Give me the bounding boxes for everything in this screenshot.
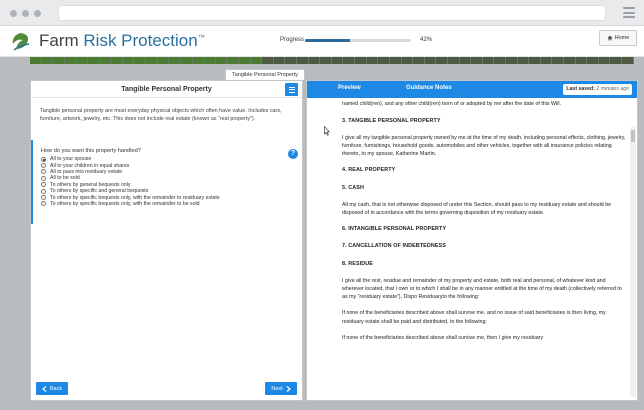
back-button[interactable] (36, 382, 68, 395)
step-segment (518, 57, 530, 64)
brand-title (39, 31, 205, 51)
doc-paragraph: All my cash, that is not otherwise disposed of under this Section, should pass to my residuary estate and should be disposed of in accordance with the terms governing disposition of my residuary estate. (342, 201, 612, 216)
last-saved-time: 2 minutes ago (596, 86, 629, 92)
browser-menu-icon[interactable] (623, 7, 635, 18)
question-panel (30, 80, 303, 401)
brand-word-farm: Farm (39, 31, 84, 50)
radio-option-label: All to your children in equal shares (50, 162, 130, 169)
home-icon (607, 35, 613, 41)
farm-logo-icon (10, 31, 32, 53)
last-saved-badge (563, 84, 632, 95)
step-segment (622, 57, 634, 64)
doc-paragraph: I give all my tangible personal property owned by me at the time of my death, including personal effects, clothing, jewelry, furniture, furnishings, household goods, automobiles and other vehicles, together with all insurance policies relating thereto, to my spouse, Katherine Martin. (342, 134, 626, 157)
home-label: Home (614, 35, 630, 41)
window-close-dot[interactable] (10, 10, 17, 17)
step-segment (181, 57, 193, 64)
step-segment (76, 57, 88, 64)
step-segment (471, 57, 483, 64)
step-segment (355, 57, 367, 64)
radio-button[interactable] (41, 201, 46, 206)
doc-paragraph: I give all the rest, residue and remainder of my property and estate, both real and personal, of whatever kind and wherever located, that I own or to which I shall be in any manner entitled at the time of my death (collectively referred to as my “residuary estate”), Dispo Residuaryto the following: (342, 277, 622, 300)
section-description: Tangible personal property are most everyday physical objects which often have value. Includes cars, furniture, artwork, jewelry, etc. This does not include real estate (known as “real property”). (40, 108, 282, 123)
step-segment (506, 57, 518, 64)
radio-button[interactable] (41, 163, 46, 168)
step-segment (494, 57, 506, 64)
doc-heading: 8. RESIDUE (342, 260, 373, 267)
step-segment (42, 57, 54, 64)
next-button[interactable] (265, 382, 297, 395)
doc-heading: 5. CASH (342, 184, 364, 191)
doc-paragraph: named child(ren), and any other child(ren) born of or adopted by me after the date of this Will. (342, 101, 562, 107)
step-segment (564, 57, 576, 64)
last-saved-label: Last saved: (566, 86, 595, 92)
step-segment (413, 57, 425, 64)
step-segment (158, 57, 170, 64)
app-header (0, 26, 644, 57)
progress-bar (305, 39, 411, 42)
brand-word-risk-protection: Risk Protection (83, 31, 198, 50)
radio-option-label: To others by general bequests only (50, 181, 131, 188)
chevron-left-icon (42, 386, 47, 392)
step-segment (204, 57, 216, 64)
step-segment (448, 57, 460, 64)
question-text: How do you want this property handled? (41, 148, 141, 154)
step-segment (53, 57, 65, 64)
step-segment (216, 57, 228, 64)
radio-button[interactable] (41, 176, 46, 181)
help-icon[interactable]: ? (288, 149, 298, 159)
step-segment (274, 57, 286, 64)
window-minimize-dot[interactable] (22, 10, 29, 17)
step-segment (599, 57, 611, 64)
step-segment (576, 57, 588, 64)
step-segment (483, 57, 495, 64)
radio-button[interactable] (41, 157, 46, 162)
radio-button[interactable] (41, 182, 46, 187)
progress-label: Progress (280, 37, 305, 43)
options-list (41, 156, 220, 207)
radio-option-label: All to your spouse (50, 156, 92, 163)
doc-paragraph: If none of the beneficiaries described above shall survive me, and no issue of said beneficiaries is then living, my residuary estate shall be paid and distributed, to the following: (342, 310, 606, 325)
document-scrollbar[interactable] (630, 127, 636, 397)
step-segment (239, 57, 251, 64)
step-progress-strip (30, 57, 634, 64)
step-segment (100, 57, 112, 64)
step-segment (111, 57, 123, 64)
tab-guidance-notes[interactable]: Guidance Notes (406, 85, 452, 91)
step-segment (541, 57, 553, 64)
step-segment (297, 57, 309, 64)
address-bar[interactable] (58, 5, 606, 21)
doc-heading: 7. CANCELLATION OF INDEBTEDNESS (342, 243, 446, 250)
chevron-right-icon (286, 386, 291, 392)
step-segment (227, 57, 239, 64)
step-segment (425, 57, 437, 64)
radio-option-label: To others by specific bequests only, with the remainder to be sold (50, 200, 200, 207)
step-segment (193, 57, 205, 64)
document-panel (306, 80, 638, 401)
doc-heading: 4. REAL PROPERTY (342, 167, 396, 174)
step-segment (320, 57, 332, 64)
step-segment (332, 57, 344, 64)
question-block (31, 140, 301, 224)
tab-preview[interactable]: Preview (338, 85, 361, 91)
panel-title: Tangible Personal Property (31, 81, 302, 98)
back-label: Back (49, 385, 63, 392)
progress-percent: 42% (420, 37, 433, 43)
doc-paragraph: If none of the beneficiaries described above shall survive me, then I give my residuary (342, 335, 544, 342)
step-segment (402, 57, 414, 64)
doc-heading: 6. INTANGIBLE PERSONAL PROPERTY (342, 226, 447, 233)
section-menu-button[interactable] (285, 83, 298, 96)
brand-trademark: ™ (197, 34, 205, 42)
step-segment (88, 57, 100, 64)
step-segment (378, 57, 390, 64)
step-segment (285, 57, 297, 64)
will-document (342, 100, 627, 351)
step-segment (134, 57, 146, 64)
current-section-tab: Tangible Personal Property (225, 69, 305, 80)
step-segment (529, 57, 541, 64)
step-segment (552, 57, 564, 64)
radio-option-label: All to be sold (50, 175, 80, 182)
step-segment (460, 57, 472, 64)
next-label: Next (271, 385, 283, 392)
window-maximize-dot[interactable] (34, 10, 41, 17)
step-segment (123, 57, 135, 64)
mouse-cursor-icon (324, 126, 330, 136)
home-button[interactable] (599, 30, 637, 46)
step-segment (367, 57, 379, 64)
step-segment (610, 57, 622, 64)
radio-button[interactable] (41, 189, 46, 194)
step-segment (169, 57, 181, 64)
radio-button[interactable] (41, 169, 46, 174)
browser-chrome (0, 0, 644, 26)
step-segment (251, 57, 263, 64)
document-panel-header (307, 81, 637, 98)
step-segment (262, 57, 274, 64)
step-segment (146, 57, 158, 64)
step-segment (390, 57, 402, 64)
progress-bar-fill (305, 39, 350, 42)
step-segment (436, 57, 448, 64)
step-segment (30, 57, 42, 64)
radio-option[interactable] (41, 201, 220, 207)
step-segment (65, 57, 77, 64)
radio-option-label: To others by specific and general bequests (50, 188, 149, 195)
step-segment (587, 57, 599, 64)
radio-option[interactable] (41, 194, 220, 200)
radio-option-label: All to pass into residuary estate (50, 168, 123, 175)
scrollbar-thumb[interactable] (631, 130, 635, 142)
radio-option-label: To others by specific bequests only, with the remainder to residuary estate (50, 194, 220, 201)
radio-button[interactable] (41, 195, 46, 200)
step-segment (309, 57, 321, 64)
step-segment (343, 57, 355, 64)
doc-heading: 3. TANGIBLE PERSONAL PROPERTY (342, 117, 441, 124)
